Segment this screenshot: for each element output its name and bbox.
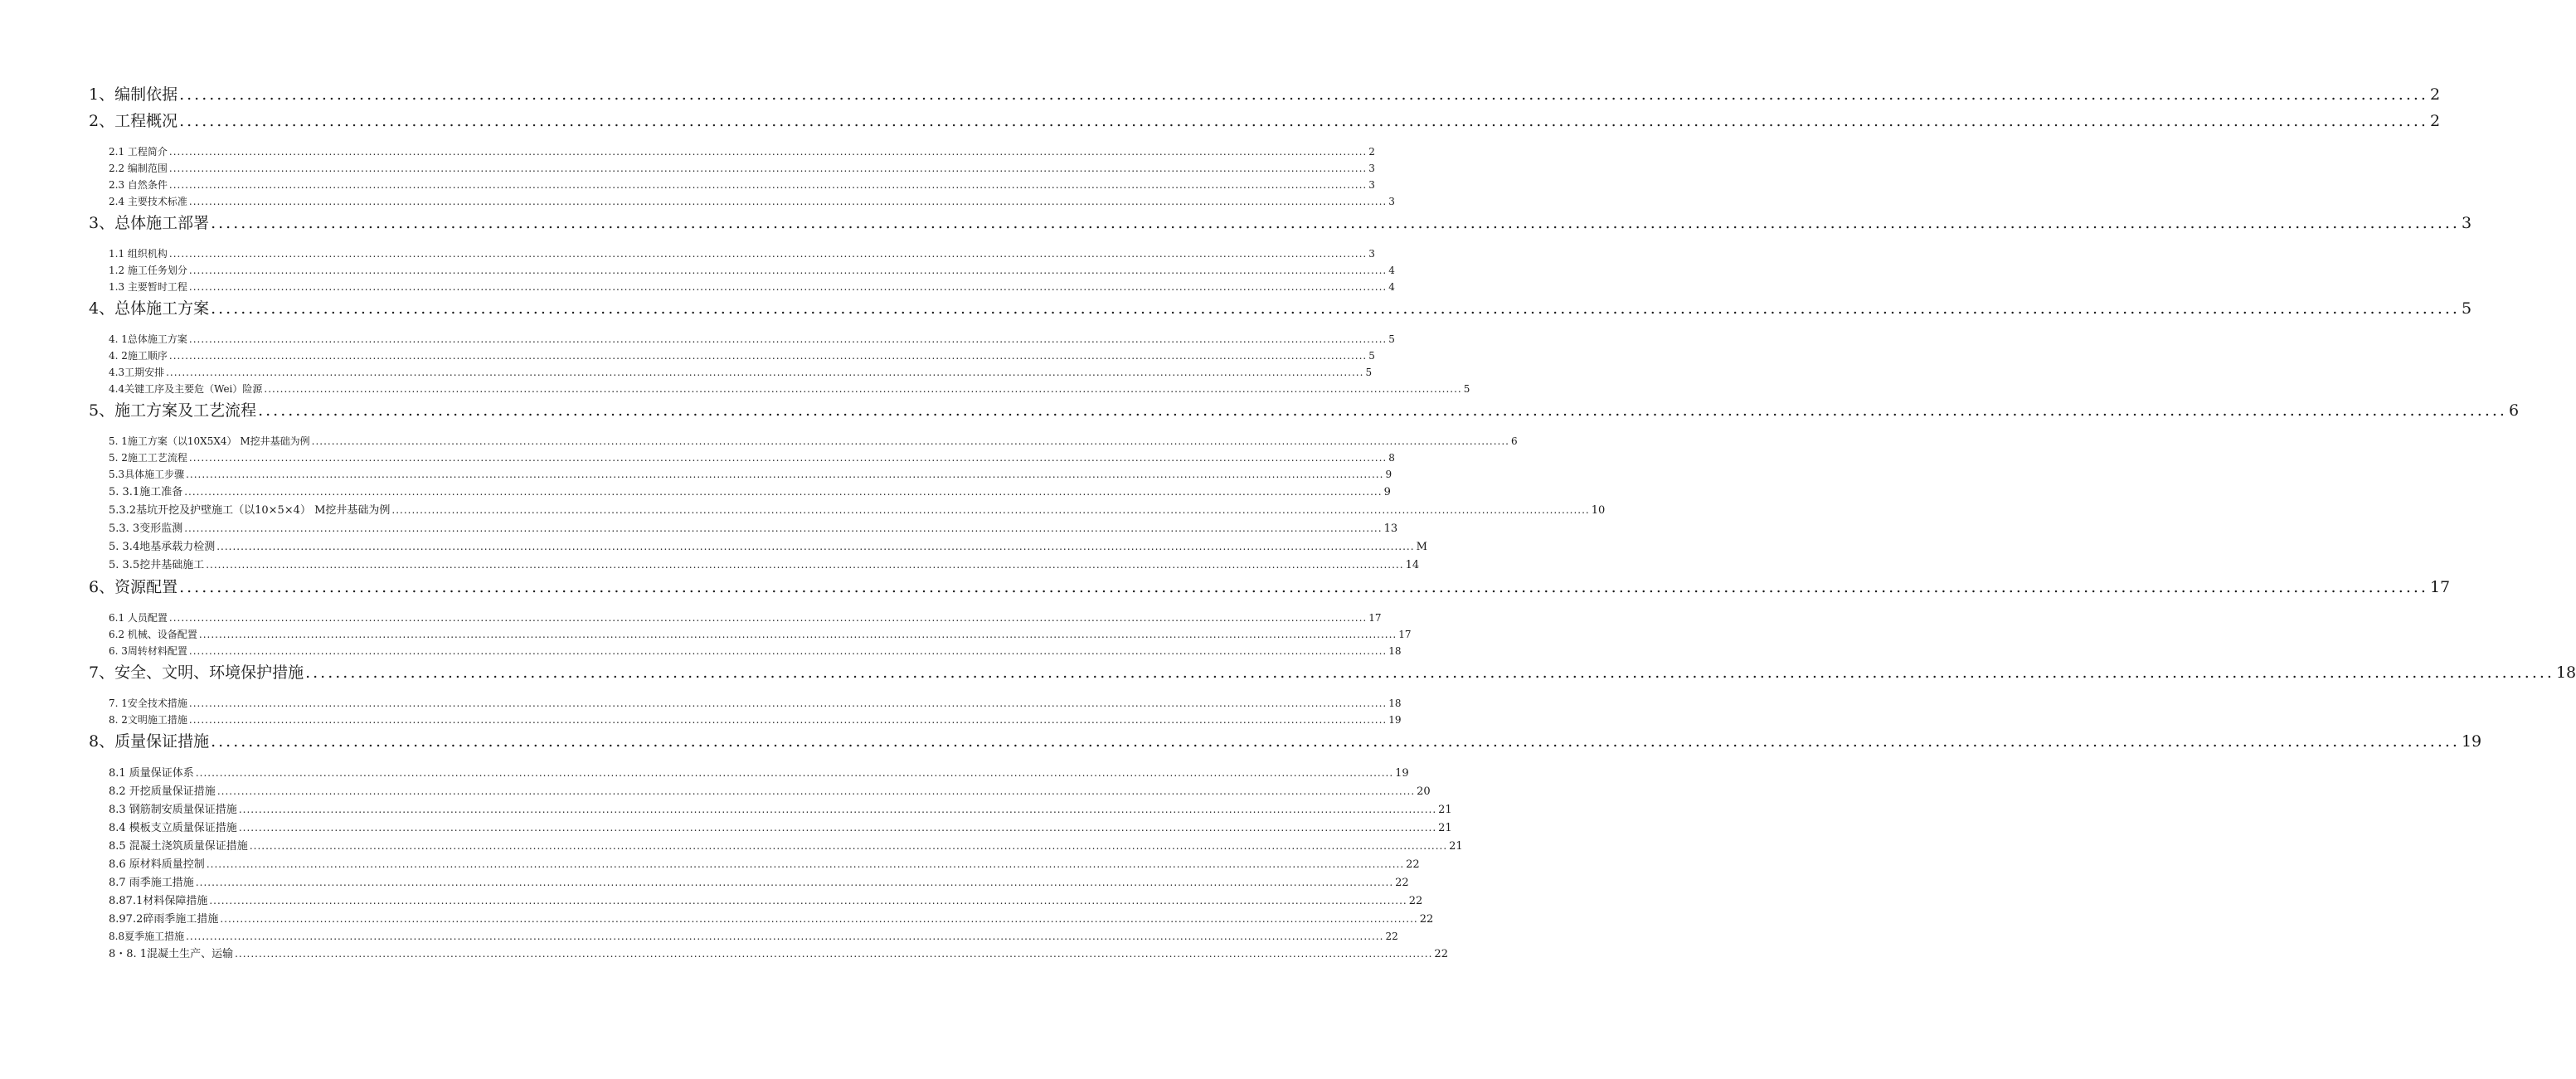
toc-chapter-entry[interactable] [89, 397, 2520, 424]
toc-entry-title: 8・8. 1混凝土生产、运输 [109, 948, 234, 960]
toc-dot-leader: ............................................................................................................................................................................................................................................................................................................ [220, 913, 1418, 925]
toc-dot-leader: ............................................................................................................................................................................................................................................................................................................ [264, 383, 1462, 395]
toc-section-entry[interactable] [89, 610, 1382, 626]
toc-dot-leader: ............................................................................................................................................................................................................................................................................................................ [188, 196, 1388, 207]
toc-dot-leader: ............................................................................................................................................................................................................................................................................................................ [179, 112, 2428, 130]
toc-dot-leader: ............................................................................................................................................................................................................................................................................................................ [195, 767, 1394, 779]
toc-dot-leader: ............................................................................................................................................................................................................................................................................................................ [188, 452, 1388, 464]
toc-entry-title: 8. 2文明施工措施 [109, 714, 187, 726]
toc-entry-page-number: 22 [1395, 877, 1409, 889]
toc-section-entry[interactable] [89, 782, 1431, 800]
toc-entry-page-number: 2 [2429, 85, 2441, 104]
toc-entry-title: 4.4关键工序及主要危（Wei）险源 [109, 383, 263, 395]
toc-dot-leader: ............................................................................................................................................................................................................................................................................................................ [258, 401, 2507, 420]
toc-section-entry[interactable] [89, 483, 1391, 501]
toc-chapter-entry[interactable] [89, 108, 2441, 134]
toc-entry-title: 1.2 施工任务划分 [109, 265, 187, 276]
toc-entry-page-number: 19 [2461, 732, 2482, 751]
toc-entry-page-number: 3 [1368, 163, 1375, 174]
toc-dot-leader: ............................................................................................................................................................................................................................................................................................................ [195, 877, 1394, 888]
toc-dot-leader: ............................................................................................................................................................................................................................................................................................................ [249, 840, 1448, 852]
toc-entry-title: 8.3 钢筋制安质量保证措施 [109, 804, 237, 816]
toc-section-entry[interactable] [89, 381, 1470, 397]
toc-dot-leader: ............................................................................................................................................................................................................................................................................................................ [211, 214, 2460, 232]
toc-entry-title: 8.6 原材料质量控制 [109, 858, 205, 871]
toc-dot-leader: ............................................................................................................................................................................................................................................................................................................ [198, 629, 1397, 640]
toc-entry-page-number: 3 [1368, 248, 1375, 260]
toc-section-entry[interactable] [89, 331, 1395, 348]
toc-dot-leader: ............................................................................................................................................................................................................................................................................................................ [311, 435, 1509, 447]
toc-section-entry[interactable] [89, 819, 1452, 837]
toc-entry-page-number: 3 [2461, 214, 2472, 232]
toc-dot-leader: ............................................................................................................................................................................................................................................................................................................ [168, 350, 1368, 362]
toc-entry-page-number: 20 [1417, 785, 1431, 798]
toc-entry-page-number: 5 [1463, 383, 1470, 395]
toc-entry-page-number: 22 [1419, 913, 1434, 926]
toc-entry-title: 8.2 开挖质量保证措施 [109, 785, 216, 798]
toc-dot-leader: ............................................................................................................................................................................................................................................................................................................ [168, 179, 1368, 191]
toc-entry-page-number: 2 [2429, 112, 2441, 130]
toc-entry-page-number: 4 [1388, 281, 1395, 293]
toc-dot-leader: ............................................................................................................................................................................................................................................................................................................ [188, 697, 1388, 709]
toc-entry-title: 2、工程概况 [89, 112, 178, 130]
toc-section-entry[interactable] [89, 643, 1402, 659]
toc-chapter-entry[interactable] [89, 295, 2472, 322]
toc-section-entry[interactable] [89, 466, 1392, 483]
toc-entry-page-number: 2 [1368, 146, 1375, 158]
toc-entry-title: 8.8夏季施工措施 [109, 931, 185, 942]
toc-entry-title: 4、总体施工方案 [89, 299, 210, 318]
toc-entry-page-number: 10 [1591, 504, 1606, 517]
toc-entry-page-number: 3 [1388, 196, 1395, 207]
toc-entry-title: 7、安全、文明、环境保护措施 [89, 663, 304, 682]
toc-dot-leader: ............................................................................................................................................................................................................................................................................................................ [184, 486, 1383, 498]
toc-entry-title: 4.3工期安排 [109, 367, 165, 378]
toc-section-entry[interactable] [89, 712, 1402, 728]
toc-entry-title: 2.3 自然条件 [109, 179, 168, 191]
toc-entry-title: 5. 3.4地基承载力检测 [109, 541, 216, 553]
toc-entry-page-number: 6 [1510, 435, 1518, 447]
toc-section-entry[interactable] [89, 177, 1375, 193]
toc-dot-leader: ............................................................................................................................................................................................................................................................................................................ [179, 578, 2428, 596]
toc-entry-title: 6. 3周转材料配置 [109, 645, 187, 657]
toc-dot-leader: ............................................................................................................................................................................................................................................................................................................ [188, 333, 1388, 345]
toc-dot-leader: ............................................................................................................................................................................................................................................................................................................ [184, 522, 1383, 534]
toc-entry-title: 6.2 机械、设备配置 [109, 629, 197, 640]
toc-entry-title: 8.4 模板支立质量保证措施 [109, 822, 237, 834]
toc-entry-title: 5. 2施工工艺流程 [109, 452, 187, 464]
toc-chapter-entry[interactable] [89, 659, 2576, 686]
toc-dot-leader: ............................................................................................................................................................................................................................................................................................................ [206, 559, 1404, 571]
toc-dot-leader: ............................................................................................................................................................................................................................................................................................................ [188, 645, 1388, 657]
toc-section-entry[interactable] [89, 945, 1448, 963]
toc-dot-leader: ............................................................................................................................................................................................................................................................................................................ [391, 504, 1590, 516]
toc-entry-title: 5.3具体施工步骤 [109, 469, 185, 480]
toc-dot-leader: ............................................................................................................................................................................................................................................................................................................ [211, 732, 2460, 751]
toc-dot-leader: ............................................................................................................................................................................................................................................................................................................ [188, 714, 1388, 726]
toc-section-entry[interactable] [89, 433, 1518, 450]
toc-section-entry[interactable] [89, 160, 1375, 177]
toc-section-entry[interactable] [89, 364, 1373, 381]
toc-section-entry[interactable] [89, 800, 1452, 819]
toc-entry-page-number: 4 [1388, 265, 1395, 276]
toc-dot-leader: ............................................................................................................................................................................................................................................................................................................ [211, 299, 2460, 318]
toc-dot-leader: ............................................................................................................................................................................................................................................................................................................ [188, 265, 1388, 276]
toc-entry-title: 8.97.2碎雨季施工措施 [109, 913, 219, 926]
toc-section-entry[interactable] [89, 695, 1402, 712]
toc-entry-page-number: 18 [1388, 697, 1402, 709]
toc-entry-title: 5.3. 3变形监测 [109, 522, 183, 535]
toc-entry-page-number: 21 [1438, 804, 1452, 816]
toc-section-entry[interactable] [89, 450, 1395, 466]
toc-entry-page-number: 22 [1385, 931, 1398, 942]
toc-entry-title: 5. 1施工方案（以10X5X4） M挖井基础为例 [109, 435, 310, 447]
toc-section-entry[interactable] [89, 193, 1395, 210]
toc-entry-page-number: 21 [1449, 840, 1463, 853]
toc-entry-page-number: 22 [1406, 858, 1420, 871]
toc-entry-title: 8.5 混凝土浇筑质量保证措施 [109, 840, 248, 853]
toc-entry-title: 7. 1安全技术措施 [109, 697, 187, 709]
toc-entry-page-number: 6 [2508, 401, 2520, 420]
toc-dot-leader: ............................................................................................................................................................................................................................................................................................................ [235, 948, 1433, 960]
toc-entry-page-number: 14 [1405, 559, 1420, 571]
toc-entry-page-number: 5 [2461, 299, 2472, 318]
toc-chapter-entry[interactable] [89, 81, 2441, 108]
toc-entry-page-number: 5 [1365, 367, 1373, 378]
toc-section-entry[interactable] [89, 143, 1375, 160]
toc-entry-page-number: 3 [1368, 179, 1375, 191]
toc-section-entry[interactable] [89, 892, 1423, 910]
toc-dot-leader: ............................................................................................................................................................................................................................................................................................................ [168, 248, 1368, 260]
toc-section-entry[interactable] [89, 537, 1427, 556]
toc-dot-leader: ............................................................................................................................................................................................................................................................................................................ [206, 858, 1405, 870]
toc-entry-page-number: 9 [1383, 486, 1391, 498]
toc-section-entry[interactable] [89, 501, 1606, 519]
toc-dot-leader: ............................................................................................................................................................................................................................................................................................................ [168, 146, 1368, 158]
toc-chapter-entry[interactable] [89, 574, 2451, 600]
toc-dot-leader: ............................................................................................................................................................................................................................................................................................................ [186, 931, 1384, 942]
toc-dot-leader: ............................................................................................................................................................................................................................................................................................................ [179, 85, 2428, 104]
toc-entry-title: 3、总体施工部署 [89, 214, 210, 232]
toc-entry-page-number: 8 [1388, 452, 1395, 464]
toc-entry-page-number: 17 [1398, 629, 1412, 640]
toc-entry-page-number: 13 [1383, 522, 1398, 535]
toc-entry-title: 8.1 质量保证体系 [109, 767, 194, 780]
toc-section-entry[interactable] [89, 262, 1395, 279]
toc-entry-page-number: 21 [1438, 822, 1452, 834]
toc-entry-title: 1.1 组织机构 [109, 248, 168, 260]
toc-entry-title: 8.87.1材料保障措施 [109, 895, 208, 907]
toc-dot-leader: ............................................................................................................................................................................................................................................................................................................ [238, 804, 1437, 815]
toc-section-entry[interactable] [89, 910, 1434, 928]
toc-entry-title: 6、资源配置 [89, 578, 178, 596]
toc-entry-page-number: 18 [2555, 663, 2576, 682]
toc-entry-page-number: 5 [1368, 350, 1375, 362]
toc-entry-title: 4. 2施工顺序 [109, 350, 168, 362]
toc-section-entry[interactable] [89, 519, 1398, 537]
toc-dot-leader: ............................................................................................................................................................................................................................................................................................................ [188, 281, 1388, 293]
toc-entry-title: 5、施工方案及工艺流程 [89, 401, 257, 420]
toc-dot-leader: ............................................................................................................................................................................................................................................................................................................ [186, 469, 1384, 480]
toc-entry-title: 5. 3.1施工准备 [109, 486, 183, 498]
toc-entry-page-number: M [1416, 541, 1427, 553]
toc-dot-leader: ............................................................................................................................................................................................................................................................................................................ [168, 163, 1368, 174]
toc-entry-page-number: 18 [1388, 645, 1402, 657]
toc-entry-page-number: 19 [1388, 714, 1402, 726]
toc-entry-title: 8.7 雨季施工措施 [109, 877, 194, 889]
toc-section-entry[interactable] [89, 279, 1395, 295]
toc-section-entry[interactable] [89, 348, 1375, 364]
toc-dot-leader: ............................................................................................................................................................................................................................................................................................................ [216, 785, 1416, 797]
toc-section-entry[interactable] [89, 556, 1420, 574]
toc-entry-page-number: 17 [1368, 612, 1382, 624]
toc-section-entry[interactable] [89, 764, 1409, 782]
toc-entry-title: 5.3.2基坑开挖及护壁施工（以10×5×4） M挖井基础为例 [109, 504, 391, 517]
toc-entry-title: 6.1 人员配置 [109, 612, 168, 624]
toc-dot-leader: ............................................................................................................................................................................................................................................................................................................ [209, 895, 1407, 906]
table-of-contents [89, 81, 2576, 963]
toc-entry-page-number: 22 [1408, 895, 1423, 907]
toc-entry-page-number: 5 [1388, 333, 1395, 345]
toc-entry-title: 8、质量保证措施 [89, 732, 210, 751]
toc-dot-leader: ............................................................................................................................................................................................................................................................................................................ [305, 663, 2554, 682]
toc-section-entry[interactable] [89, 626, 1412, 643]
toc-entry-page-number: 19 [1395, 767, 1409, 780]
toc-chapter-entry[interactable] [89, 210, 2472, 236]
toc-entry-title: 2.1 工程简介 [109, 146, 168, 158]
toc-entry-title: 2.4 主要技术标准 [109, 196, 187, 207]
toc-entry-title: 1.3 主要暂时工程 [109, 281, 187, 293]
toc-section-entry[interactable] [89, 837, 1463, 855]
toc-entry-title: 5. 3.5挖井基础施工 [109, 559, 205, 571]
toc-dot-leader: ............................................................................................................................................................................................................................................................................................................ [166, 367, 1364, 378]
toc-section-entry[interactable] [89, 873, 1409, 892]
toc-section-entry[interactable] [89, 928, 1398, 945]
toc-chapter-entry[interactable] [89, 728, 2482, 755]
toc-dot-leader: ............................................................................................................................................................................................................................................................................................................ [216, 541, 1415, 552]
toc-dot-leader: ............................................................................................................................................................................................................................................................................................................ [238, 822, 1437, 834]
toc-dot-leader: ............................................................................................................................................................................................................................................................................................................ [168, 612, 1368, 624]
toc-entry-page-number: 22 [1434, 948, 1448, 960]
toc-entry-page-number: 9 [1385, 469, 1392, 480]
toc-entry-title: 1、编制依据 [89, 85, 178, 104]
toc-entry-title: 4. 1总体施工方案 [109, 333, 187, 345]
toc-section-entry[interactable] [89, 245, 1375, 262]
toc-entry-title: 2.2 编制范围 [109, 163, 168, 174]
toc-entry-page-number: 17 [2429, 578, 2451, 596]
toc-section-entry[interactable] [89, 855, 1420, 873]
